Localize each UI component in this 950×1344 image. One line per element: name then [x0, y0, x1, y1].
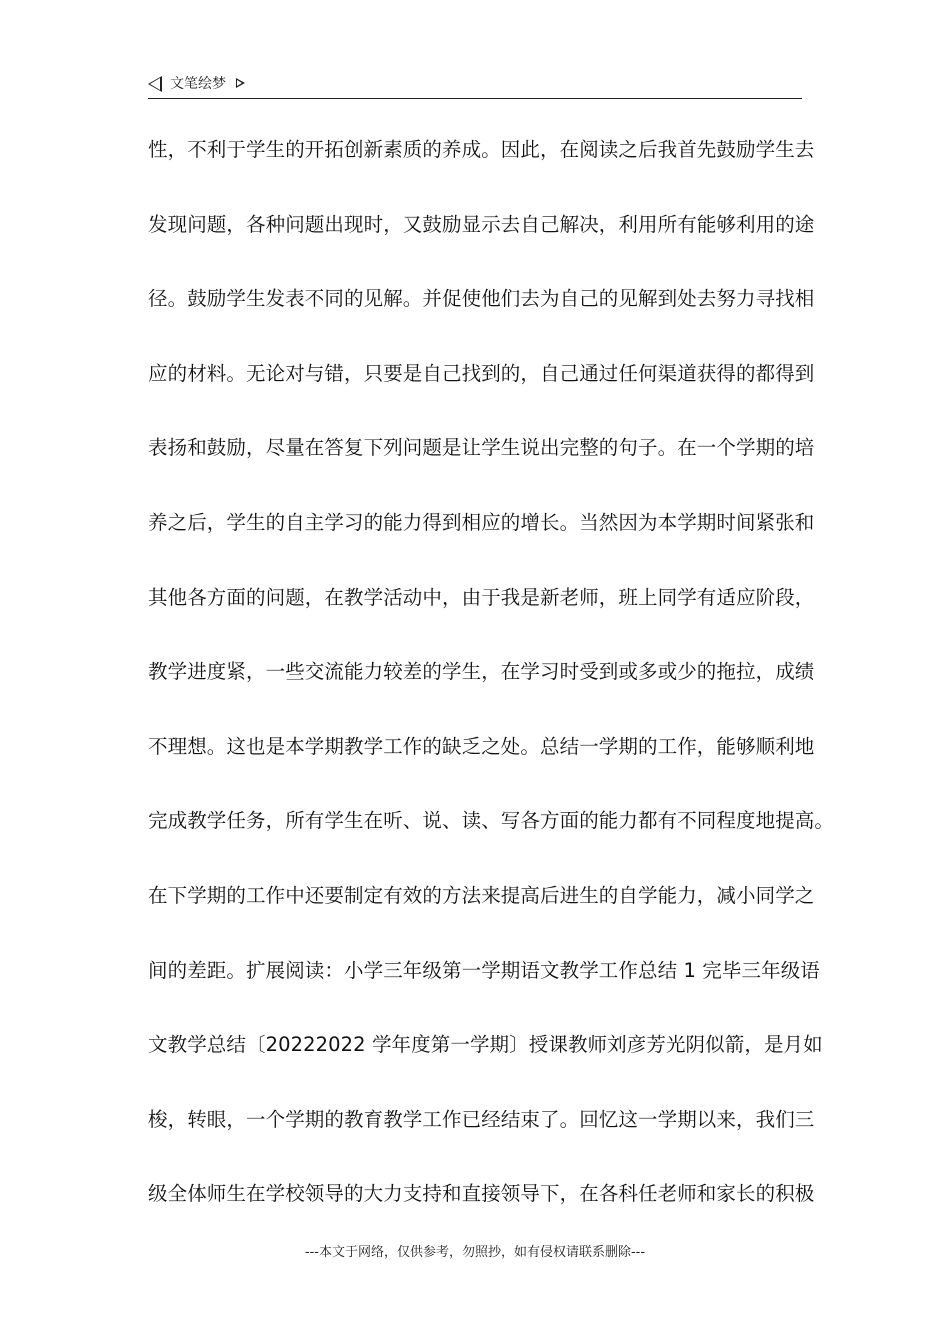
triangle-left-icon: [148, 76, 162, 92]
text-line: 表扬和鼓励，尽量在答复下列问题是让学生说出完整的句子。在一个学期的培: [148, 436, 815, 460]
text-line: 级全体师生在学校领导的大力支持和直接领导下，在各科任老师和家长的积极: [148, 1182, 815, 1206]
text-line: 应的材料。无论对与错，只要是自己找到的，自己通过任何渠道获得的都得到: [148, 361, 815, 385]
text-line: 教学进度紧，一些交流能力较差的学生，在学习时受到或多或少的拖拉，成绩: [148, 660, 815, 684]
text-line: 文教学总结〔20222022 学年度第一学期〕授课教师刘彦芳光阴似箭，是月如: [148, 1033, 823, 1057]
document-body: [148, 128, 835, 1247]
text-line: 径。鼓励学生发表不同的见解。并促使他们去为自己的见解到处去努力寻找相: [148, 287, 815, 311]
text-line: 梭，转眼，一个学期的教育教学工作已经结束了。回忆这一学期以来，我们三: [148, 1107, 815, 1131]
text-line: 不理想。这也是本学期教学工作的缺乏之处。总结一学期的工作，能够顺利地: [148, 734, 815, 758]
page-footer: ---本文于网络，仅供参考，勿照抄，如有侵权请联系删除---: [304, 1245, 646, 1260]
text-line: 养之后，学生的自主学习的能力得到相应的增长。当然因为本学期时间紧张和: [148, 510, 815, 534]
text-line: 性，不利于学生的开拓创新素质的养成。因此，在阅读之后我首先鼓励学生去: [148, 138, 815, 161]
triangle-right-icon: [236, 78, 245, 88]
text-line: 完成教学任务，所有学生在听、说、读、写各方面的能力都有不同程度地提高。: [148, 809, 835, 833]
page-header: [148, 72, 802, 99]
header-title: 文笔绘梦: [170, 76, 226, 92]
text-line: 在下学期的工作中还要制定有效的方法来提高后进生的自学能力，减小同学之: [148, 883, 815, 907]
text-line: 其他各方面的问题，在教学活动中，由于我是新老师，班上同学有适应阶段，: [148, 585, 815, 609]
text-line: 发现问题，各种问题出现时，又鼓励显示去自己解决，利用所有能够利用的途: [148, 212, 815, 236]
text-line: 间的差距。扩展阅读：小学三年级第一学期语文教学工作总结 1 完毕三年级语: [148, 958, 820, 982]
